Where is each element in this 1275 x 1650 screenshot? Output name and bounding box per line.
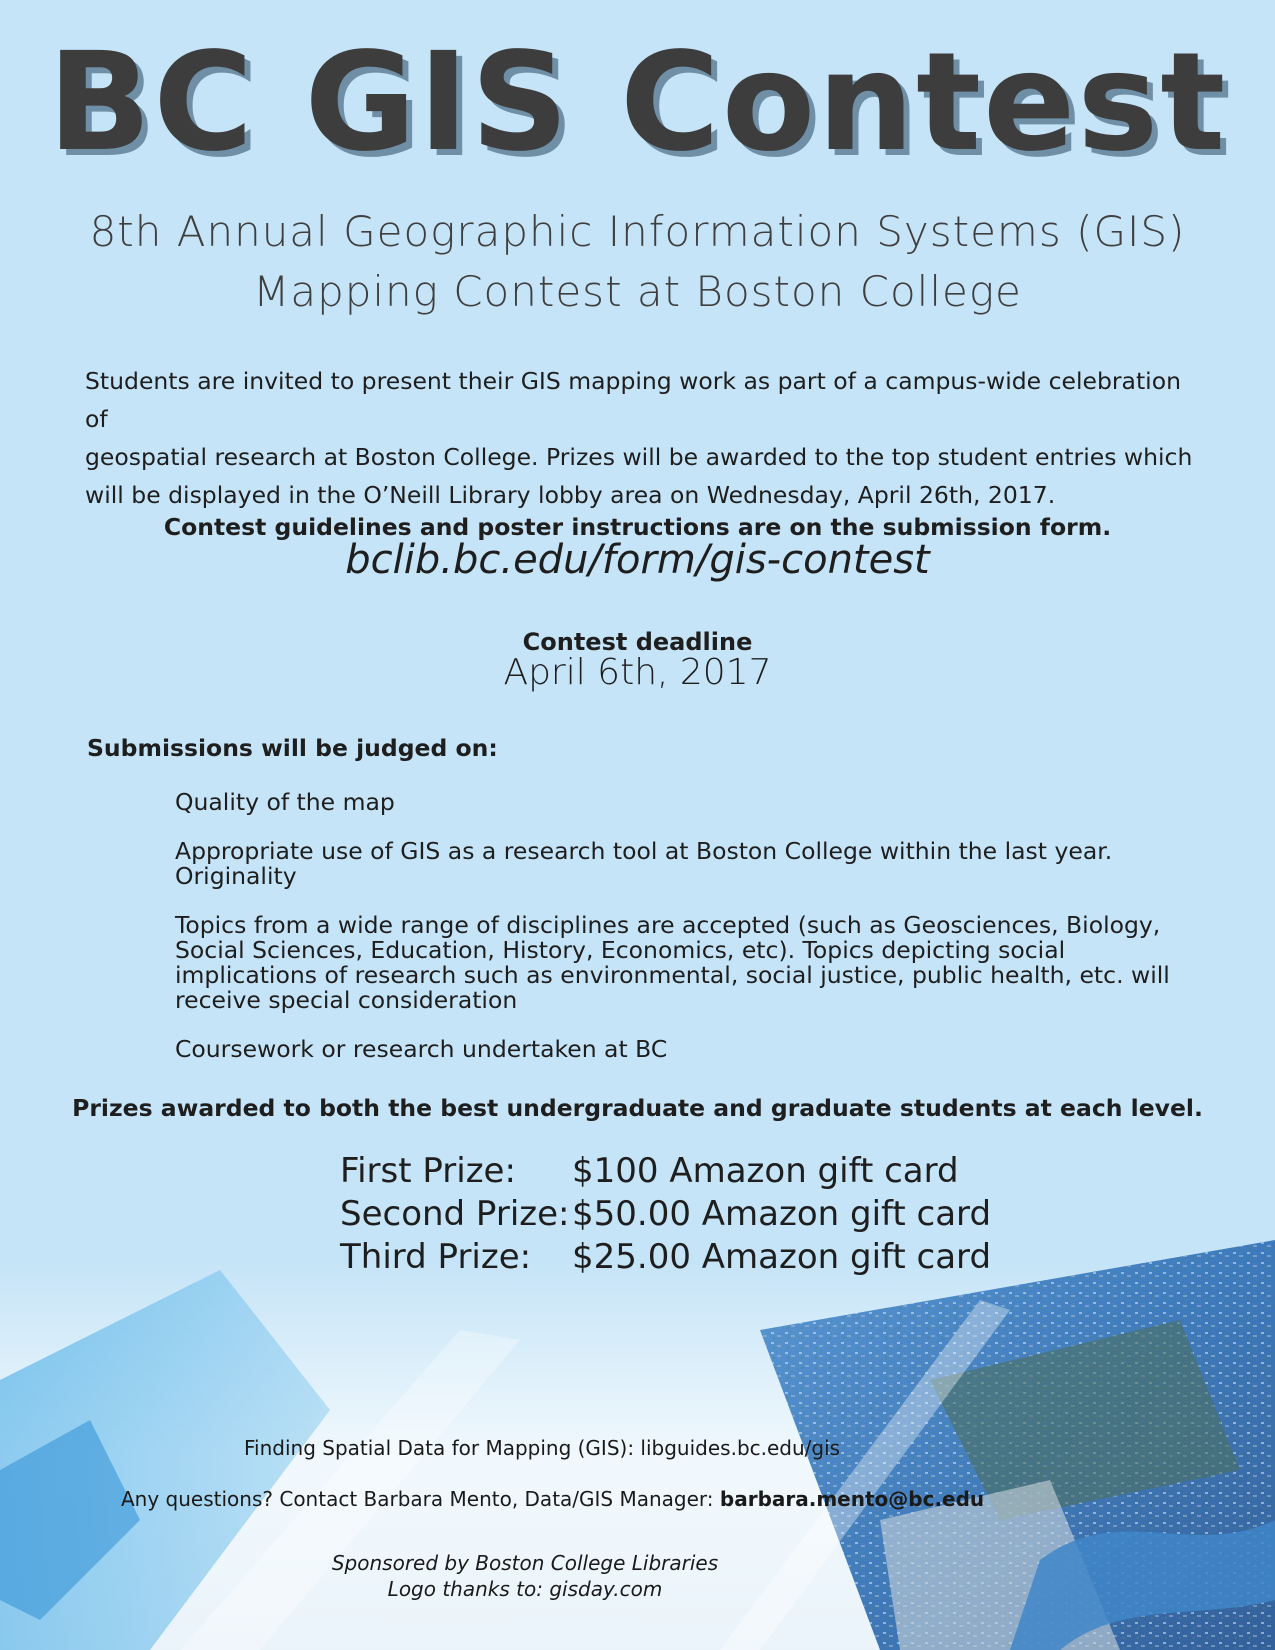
criterion-topics: Topics from a wide range of disciplines are accepted (such as Geosciences, Biology, Social Sciences, Education, History, Economics, etc). Topics depicting social implications of research such as environmental, social justice, public health, etc. will receive special consideration <box>175 911 1170 1014</box>
page-title: BC GIS Contest <box>47 24 1228 182</box>
logo-credit: Logo thanks to: gisday.com <box>387 1577 663 1601</box>
criterion-use-and-originality <box>175 839 1205 889</box>
criterion-coursework: Coursework or research undertaken at BC <box>175 1035 668 1063</box>
subtitle-line-2: Mapping Contest at Boston College <box>253 267 1022 316</box>
judging-heading: Submissions will be judged on: <box>87 734 498 762</box>
deadline-label: Contest deadline <box>522 628 753 656</box>
prize-label: Second Prize: <box>340 1194 570 1234</box>
criterion-quality: Quality of the map <box>175 788 395 816</box>
prize-label: First Prize: <box>340 1151 516 1191</box>
judging-criteria-list <box>175 790 1205 1086</box>
intro-line-3: will be displayed in the O’Neill Library lobby area on Wednesday, April 26th, 2017. <box>85 481 1056 509</box>
contact-text: Any questions? Contact Barbara Mento, Data/GIS Manager: <box>121 1487 720 1511</box>
spatial-data-link[interactable]: Finding Spatial Data for Mapping (GIS): libguides.bc.edu/gis <box>244 1436 841 1460</box>
prizes-heading: Prizes awarded to both the best undergraduate and graduate students at each level. <box>72 1094 1203 1122</box>
intro-line-1: Students are invited to present their GIS mapping work as part of a campus-wide celebration of <box>85 367 1181 433</box>
sponsor-credits <box>300 1550 750 1602</box>
sponsor-line: Sponsored by Boston College Libraries <box>331 1551 719 1575</box>
submission-form-link[interactable]: bclib.bc.edu/form/gis-contest <box>345 537 930 583</box>
prize-value: $50.00 Amazon gift card <box>572 1194 992 1234</box>
prize-list <box>340 1150 991 1279</box>
contact-line <box>121 1487 984 1511</box>
contact-email-link[interactable]: barbara.mento@bc.edu <box>719 1487 985 1511</box>
subtitle-line-1: 8th Annual Geographic Information Systems (GIS) <box>89 207 1186 256</box>
criterion-originality: Originality <box>175 862 297 890</box>
prize-row-second <box>340 1193 991 1236</box>
guidelines-note: Contest guidelines and poster instructions are on the submission form. <box>163 513 1112 541</box>
intro-line-2: geospatial research at Boston College. Prizes will be awarded to the top student entries which <box>85 443 1193 471</box>
intro-paragraph <box>85 362 1195 514</box>
deadline-date: April 6th, 2017 <box>503 652 772 693</box>
prize-row-third <box>340 1236 991 1279</box>
prize-row-first <box>340 1150 991 1193</box>
prize-label: Third Prize: <box>340 1237 532 1277</box>
prize-value: $100 Amazon gift card <box>572 1151 959 1191</box>
criterion-appropriate-use: Appropriate use of GIS as a research tool at Boston College within the last year. <box>175 837 1113 865</box>
subtitle <box>0 202 1275 322</box>
prize-value: $25.00 Amazon gift card <box>572 1237 992 1277</box>
